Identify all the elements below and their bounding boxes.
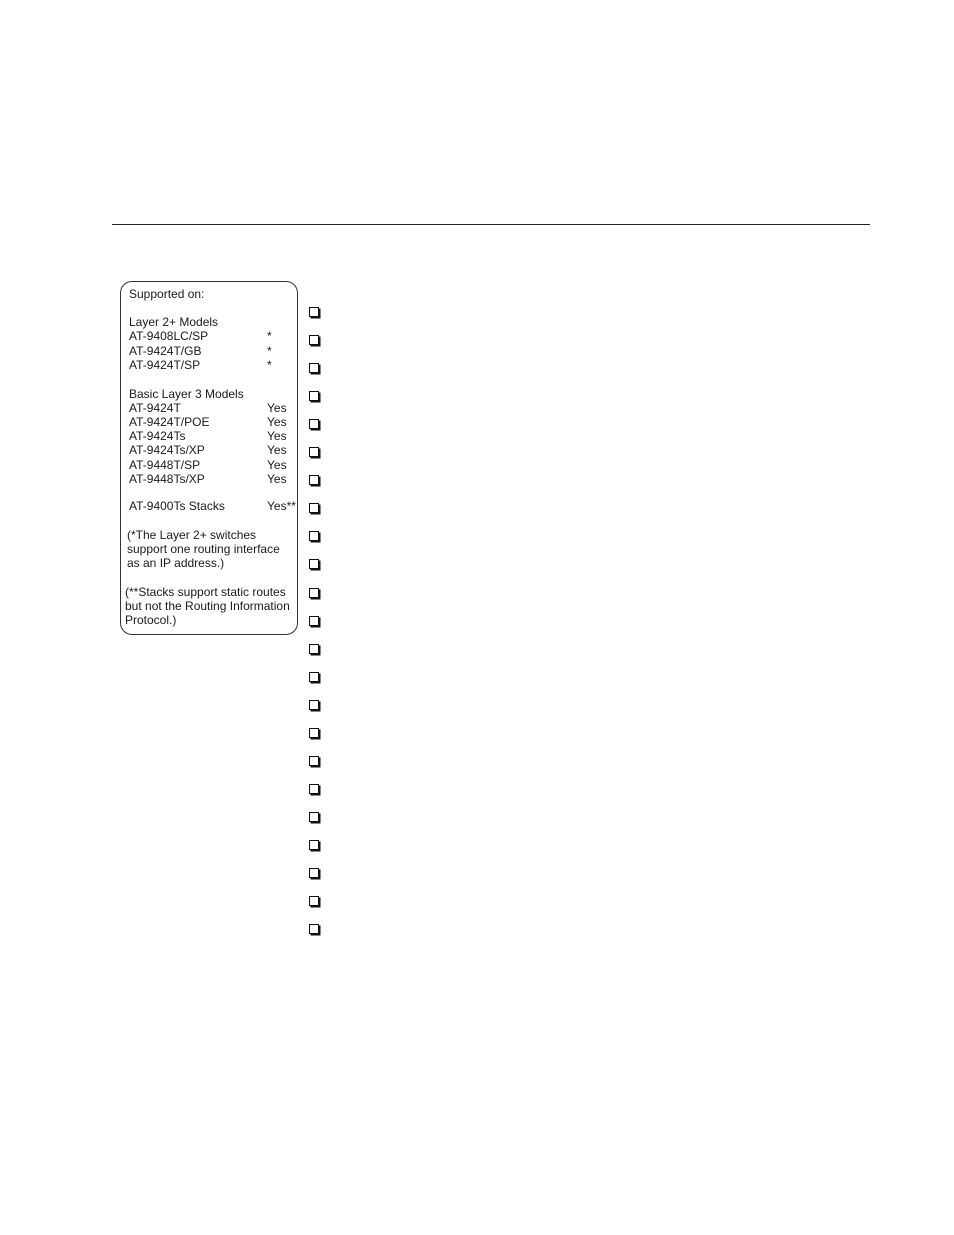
checkbox-bullet-icon	[309, 588, 319, 598]
model-name: AT-9424T/SP	[129, 358, 201, 372]
checkbox-bullet-icon	[309, 924, 319, 934]
model-name: AT-9424Ts/XP	[129, 443, 205, 457]
checkbox-bullet-icon	[309, 868, 319, 878]
layer3-heading: Basic Layer 3 Models	[129, 387, 244, 401]
checkbox-bullet-icon	[309, 812, 319, 822]
model-name: AT-9448Ts/XP	[129, 472, 205, 486]
stack-name: AT-9400Ts Stacks	[129, 499, 225, 513]
checkbox-bullet-icon	[309, 447, 319, 457]
note-line: support one routing interface	[127, 542, 280, 556]
note-line: as an IP address.)	[127, 556, 225, 570]
checkbox-bullet-icon	[309, 475, 319, 485]
supported-on-box	[120, 281, 298, 635]
model-name: AT-9408LC/SP	[129, 329, 209, 343]
model-name: AT-9448T/SP	[129, 458, 201, 472]
checkbox-bullet-icon	[309, 335, 319, 345]
model-status: *	[267, 344, 272, 358]
checkbox-bullet-icon	[309, 616, 319, 626]
model-status: Yes	[267, 443, 287, 457]
checkbox-bullet-icon	[309, 307, 319, 317]
checkbox-bullet-icon	[309, 700, 319, 710]
model-name: AT-9424T/POE	[129, 415, 210, 429]
checkbox-bullet-icon	[309, 363, 319, 373]
checkbox-bullet-icon	[309, 419, 319, 429]
page-header-rule	[112, 224, 870, 225]
model-status: Yes	[267, 401, 287, 415]
checkbox-bullet-icon	[309, 531, 319, 541]
checkbox-bullet-icon	[309, 503, 319, 513]
checkbox-bullet-icon	[309, 391, 319, 401]
note-line: (*The Layer 2+ switches	[127, 528, 257, 542]
stack-status: Yes**	[267, 499, 296, 513]
checkbox-bullet-icon	[309, 756, 319, 766]
note-line: Protocol.)	[125, 613, 177, 627]
supported-on-heading: Supported on:	[129, 287, 205, 301]
model-status: *	[267, 358, 272, 372]
layer2-heading: Layer 2+ Models	[129, 315, 219, 329]
note-line: but not the Routing Information	[125, 599, 290, 613]
checkbox-bullet-icon	[309, 559, 319, 569]
checkbox-bullet-icon	[309, 896, 319, 906]
checkbox-bullet-icon	[309, 840, 319, 850]
model-name: AT-9424T/GB	[129, 344, 202, 358]
model-status: Yes	[267, 429, 287, 443]
model-status: Yes	[267, 458, 287, 472]
note-line: (**Stacks support static routes	[125, 585, 286, 599]
checkbox-bullet-icon	[309, 644, 319, 654]
model-status: Yes	[267, 415, 287, 429]
model-name: AT-9424Ts	[129, 429, 186, 443]
model-status: Yes	[267, 472, 287, 486]
checkbox-bullet-icon	[309, 784, 319, 794]
model-name: AT-9424T	[129, 401, 181, 415]
checkbox-bullet-icon	[309, 728, 319, 738]
model-status: *	[267, 329, 272, 343]
checkbox-bullet-icon	[309, 672, 319, 682]
